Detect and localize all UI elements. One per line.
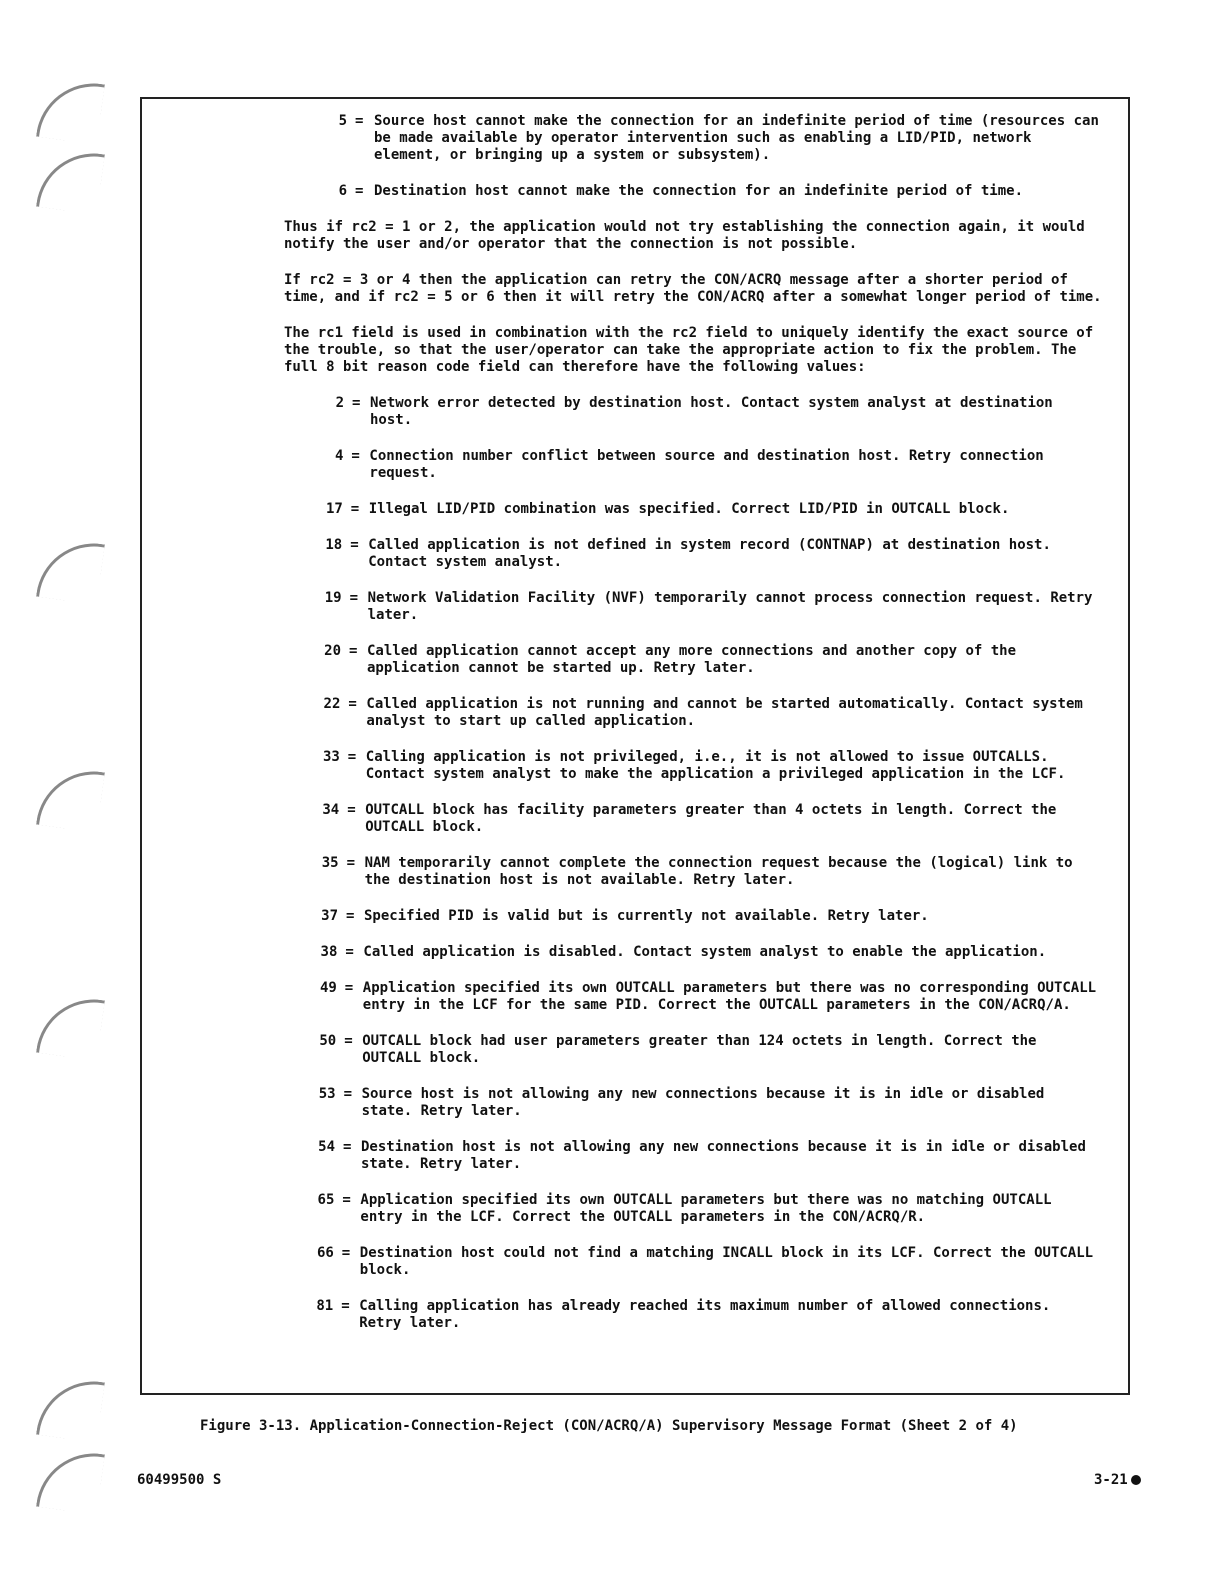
equals-sign: = <box>341 1298 350 1314</box>
reason-code-description: Destination host is not allowing any new connections because it is in idle or disabled state. Retry later. <box>361 1139 1086 1172</box>
reason-code-description: NAM temporarily cannot complete the connection request because the (logical) link to the destination host is not available. Retry later. <box>364 855 1073 888</box>
equals-sign: = <box>341 1245 351 1261</box>
reason-code-entry <box>142 448 1100 482</box>
reason-code-number: 50 <box>319 1033 337 1049</box>
reason-code-entry <box>142 855 1100 889</box>
reason-code-description: Specified PID is valid but is currently not available. Retry later. <box>364 908 929 924</box>
reason-code-number: 17 <box>325 501 343 517</box>
reason-code-number: 81 <box>316 1298 334 1314</box>
equals-sign: = <box>344 1033 353 1049</box>
equals-sign: = <box>343 1086 353 1102</box>
equals-sign: = <box>346 855 356 871</box>
body-paragraph: Thus if rc2 = 1 or 2, the application would not try establishing the connection again, it would notify the user and/or operator that the connection is not possible. <box>284 219 1085 252</box>
reason-code-entry <box>142 643 1100 677</box>
reason-code-entry <box>142 1192 1100 1226</box>
reason-code-number: 18 <box>325 537 343 553</box>
equals-sign: = <box>355 183 364 199</box>
equals-sign: = <box>352 395 361 411</box>
reason-code-description: Destination host could not find a matching INCALL block in its LCF. Correct the OUTCALL block. <box>359 1245 1094 1278</box>
change-bullet-icon <box>1131 1475 1141 1485</box>
equals-sign: = <box>342 1192 351 1208</box>
reason-code-description: Source host is not allowing any new connections because it is in idle or disabled state. Retry later. <box>361 1086 1045 1119</box>
equals-sign: = <box>350 501 360 517</box>
equals-sign: = <box>355 113 364 129</box>
figure-frame <box>140 97 1130 1395</box>
equals-sign: = <box>343 1139 352 1155</box>
equals-sign: = <box>349 590 359 606</box>
reason-code-number: 19 <box>324 590 342 606</box>
reason-code-description: Calling application is not privileged, i.e., it is not allowed to issue OUTCALLS. Contact system analyst to make the application a privileged application in the LCF. <box>365 749 1066 782</box>
figure-caption: Figure 3-13. Application-Connection-Reject (CON/ACRQ/A) Supervisory Message Format (Sheet 2 of 4) <box>200 1418 1018 1434</box>
reason-code-number: 33 <box>322 749 340 765</box>
reason-code-entry <box>142 113 1100 164</box>
equals-sign: = <box>349 643 358 659</box>
document-number: 60499500 S <box>137 1472 222 1488</box>
reason-code-number: 34 <box>322 802 340 818</box>
reason-code-number: 54 <box>318 1139 335 1155</box>
equals-sign: = <box>346 908 355 924</box>
reason-code-entry <box>142 749 1100 783</box>
body-paragraph: The rc1 field is used in combination with the rc2 field to uniquely identify the exact source of the trouble, so that the user/operator can take the appropriate action to fix the problem. The full 8 bit reason code field can therefore have the following values: <box>284 325 1094 375</box>
equals-sign: = <box>347 749 357 765</box>
reason-code-number: 2 <box>335 395 344 411</box>
reason-code-entry <box>142 395 1100 429</box>
reason-code-description: Called application is not defined in system record (CONTNAP) at destination host. Contact system analyst. <box>368 537 1051 570</box>
reason-code-description: Illegal LID/PID combination was specified. Correct LID/PID in OUTCALL block. <box>368 501 1010 517</box>
reason-code-description: Connection number conflict between source and destination host. Retry connection request. <box>369 448 1044 481</box>
reason-code-entry <box>142 1033 1100 1067</box>
equals-sign: = <box>350 537 359 553</box>
equals-sign: = <box>351 448 360 464</box>
reason-code-entry <box>142 696 1100 730</box>
reason-code-entry <box>142 1086 1100 1120</box>
reason-code-entry <box>142 590 1100 624</box>
binder-hole <box>36 992 105 1061</box>
reason-code-description: Source host cannot make the connection for an indefinite period of time (resources can be made available by operator intervention such as enabling a LID/PID, network element, or bringing up a system or subsystem). <box>374 113 1099 163</box>
reason-code-entry <box>142 183 1100 200</box>
reason-code-description: Called application is not running and cannot be started automatically. Contact system analyst to start up called application. <box>366 696 1083 729</box>
figure-content <box>142 113 1128 1351</box>
reason-code-number: 5 <box>338 113 347 129</box>
reason-code-description: Calling application has already reached its maximum number of allowed connections. Retry later. <box>359 1298 1051 1331</box>
reason-code-entry <box>142 980 1100 1014</box>
reason-code-description: Network error detected by destination host. Contact system analyst at destination host. <box>370 395 1053 428</box>
reason-code-description: Application specified its own OUTCALL parameters but there was no matching OUTCALL entry in the LCF. Correct the OUTCALL parameters in the CON/ACRQ/R. <box>360 1192 1052 1225</box>
reason-code-number: 6 <box>338 183 347 199</box>
reason-code-description: OUTCALL block had user parameters greater than 124 octets in length. Correct the OUTCALL block. <box>362 1033 1037 1066</box>
reason-code-entry <box>142 802 1100 836</box>
reason-code-number: 38 <box>320 944 338 960</box>
reason-code-number: 66 <box>316 1245 334 1261</box>
reason-code-number: 22 <box>323 696 341 712</box>
binder-hole <box>36 146 105 215</box>
reason-code-entry <box>142 1139 1100 1173</box>
reason-code-number: 37 <box>321 908 338 924</box>
equals-sign: = <box>345 944 354 960</box>
reason-code-number: 4 <box>334 448 344 464</box>
reason-code-number: 20 <box>324 643 341 659</box>
body-paragraph: If rc2 = 3 or 4 then the application can retry the CON/ACRQ message after a shorter period of time, and if rc2 = 5 or 6 then it will retry the CON/ACRQ after a somewhat longer period of time. <box>284 272 1102 305</box>
reason-code-entry <box>142 908 1100 925</box>
binder-hole <box>36 1446 105 1515</box>
reason-code-entry <box>142 537 1100 571</box>
reason-code-description: OUTCALL block has facility parameters greater than 4 octets in length. Correct the OUTCALL block. <box>365 802 1057 835</box>
reason-code-description: Called application is disabled. Contact system analyst to enable the application. <box>363 944 1047 960</box>
equals-sign: = <box>347 802 356 818</box>
binder-hole <box>36 76 105 145</box>
binder-hole <box>36 764 105 833</box>
binder-hole <box>36 536 105 605</box>
reason-code-entry <box>142 944 1100 961</box>
reason-code-number: 49 <box>319 980 337 996</box>
reason-code-entry <box>142 1298 1100 1332</box>
reason-code-number: 35 <box>321 855 339 871</box>
reason-code-number: 65 <box>317 1192 335 1208</box>
equals-sign: = <box>344 980 354 996</box>
reason-code-description: Called application cannot accept any more connections and another copy of the application cannot be started up. Retry later. <box>367 643 1017 676</box>
reason-code-description: Network Validation Facility (NVF) temporarily cannot process connection request. Retry later. <box>367 590 1093 623</box>
reason-code-entry <box>142 1245 1100 1279</box>
page-number: 3-21 <box>1094 1472 1141 1488</box>
reason-code-description: Destination host cannot make the connection for an indefinite period of time. <box>374 183 1024 199</box>
reason-code-entry <box>142 501 1100 518</box>
reason-code-number: 53 <box>318 1086 336 1102</box>
binder-hole <box>36 1374 105 1443</box>
equals-sign: = <box>348 696 357 712</box>
reason-code-description: Application specified its own OUTCALL parameters but there was no corresponding OUTCALL entry in the LCF for the same PID. Correct the OUTCALL parameters in the CON/ACRQ/A. <box>362 980 1097 1013</box>
